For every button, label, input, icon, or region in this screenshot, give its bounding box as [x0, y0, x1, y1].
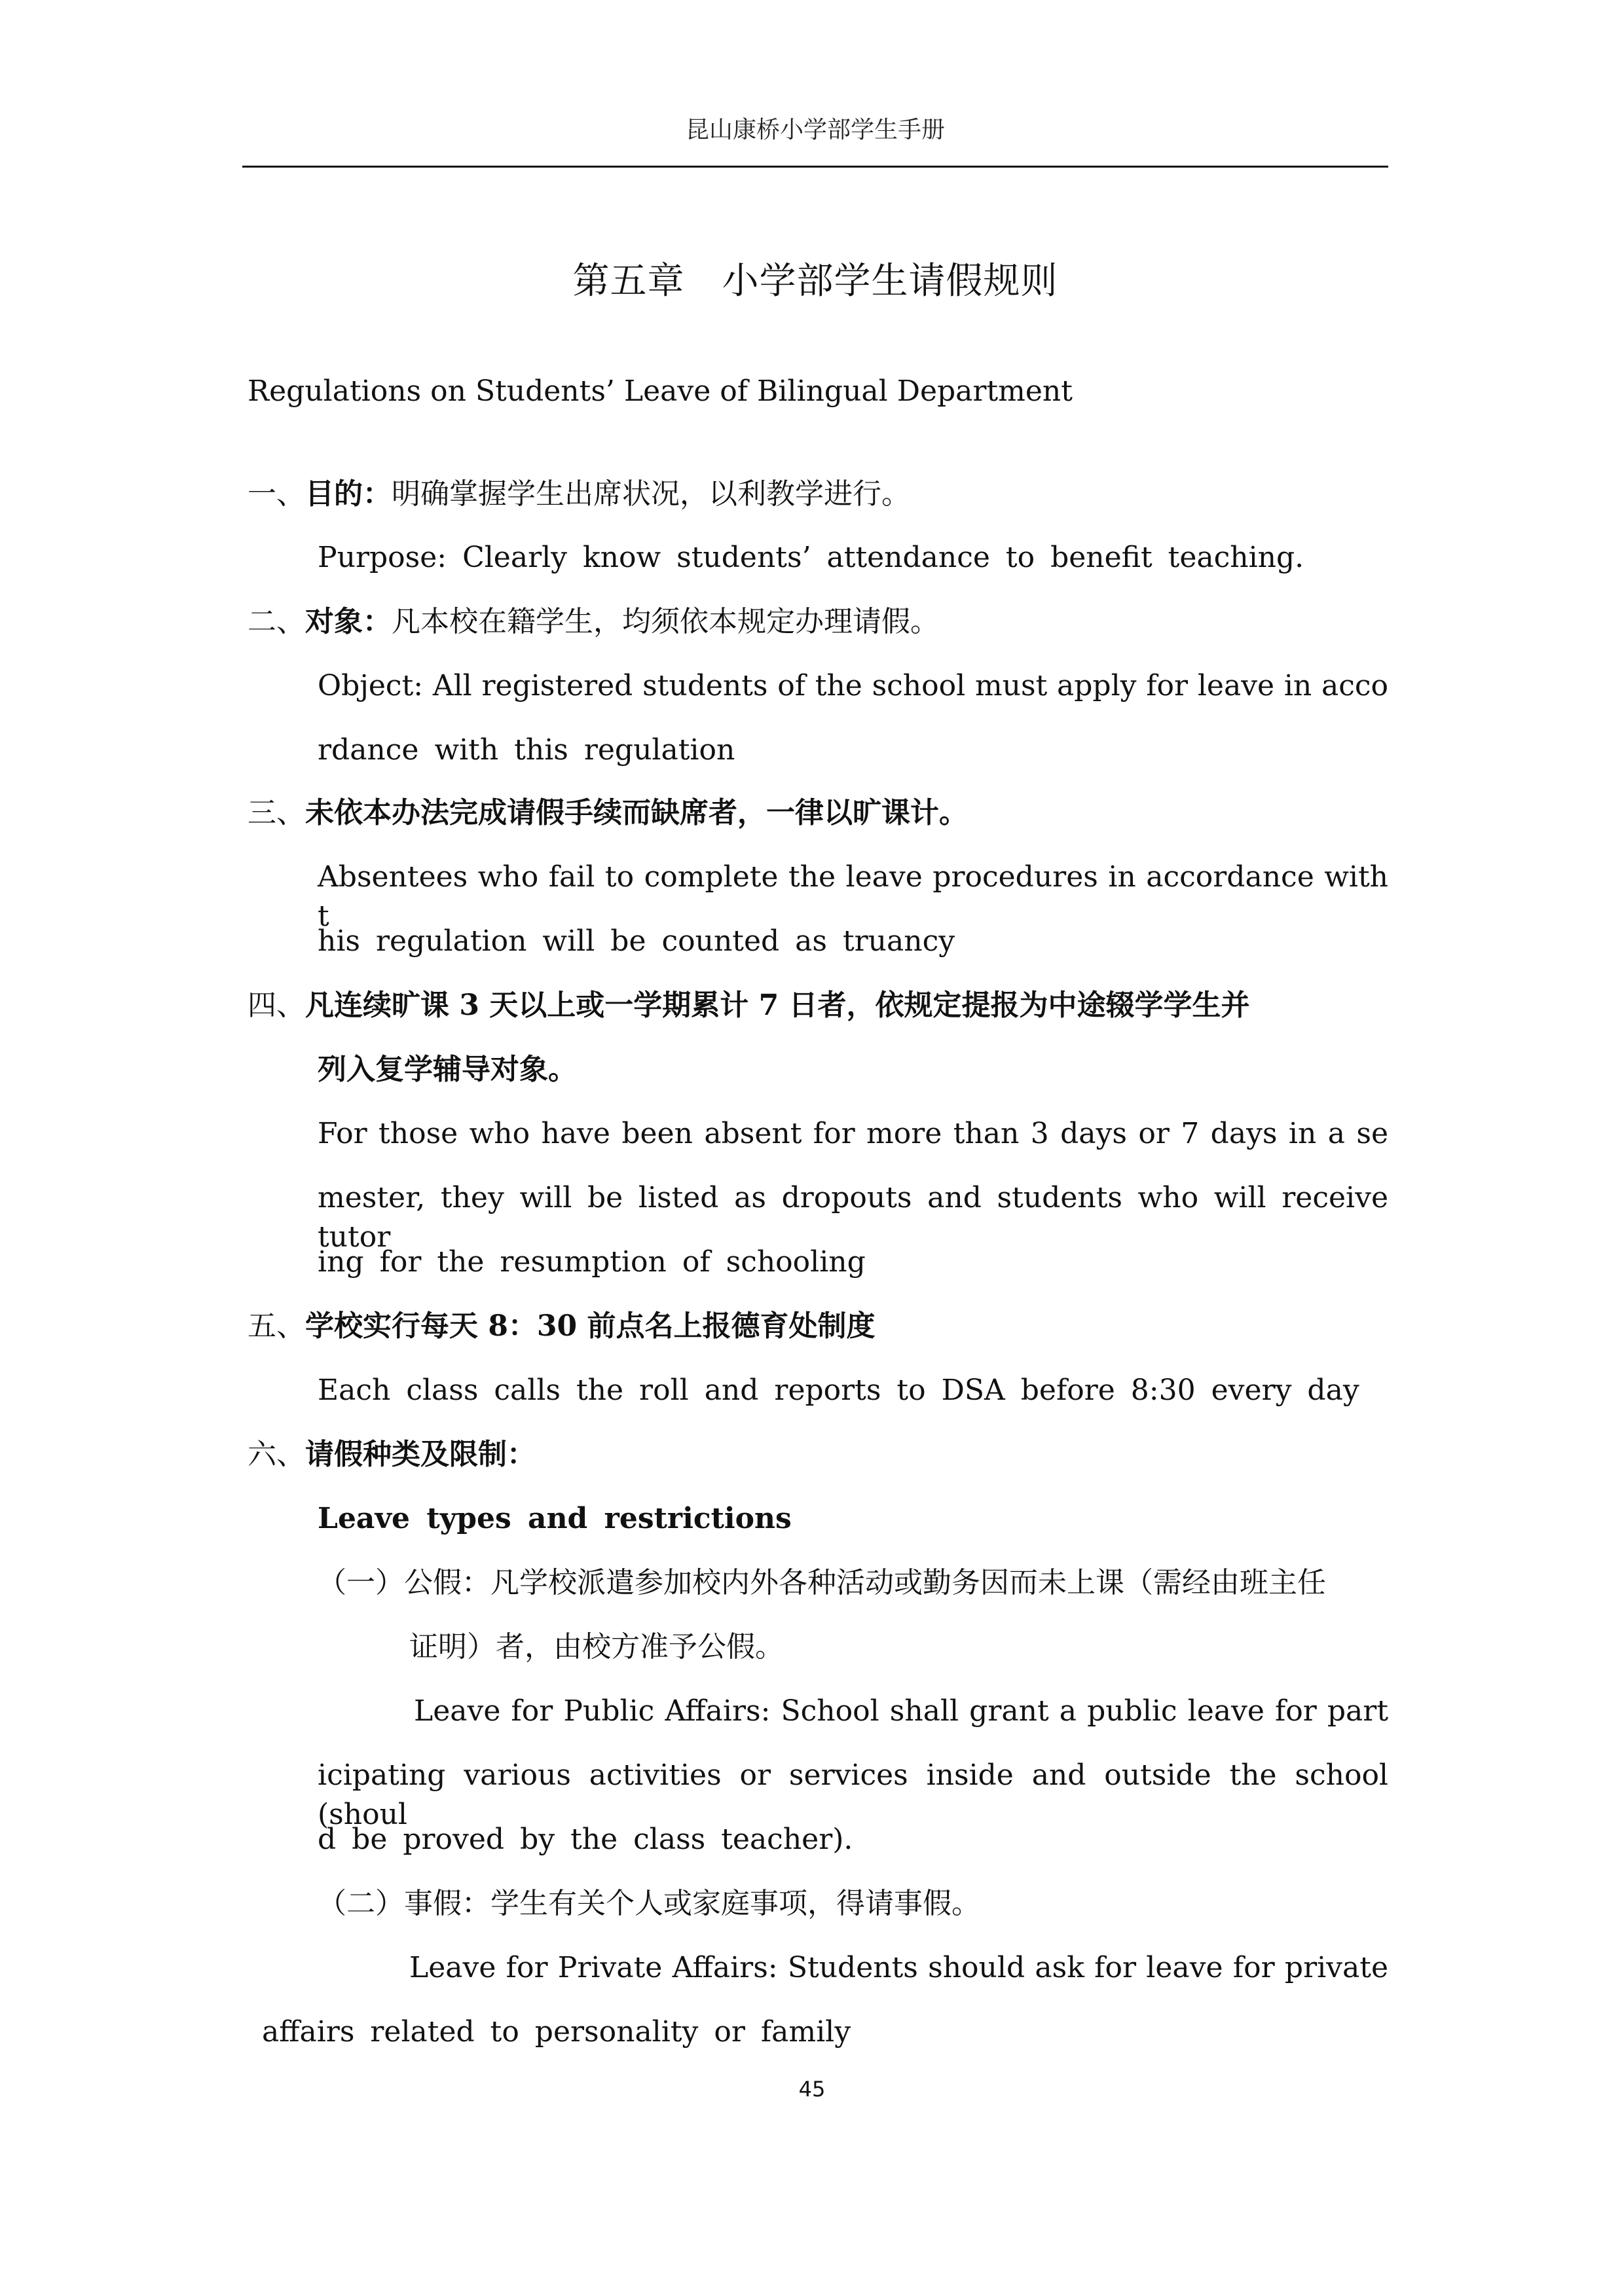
item-1-marker: 一、	[248, 477, 305, 511]
item-5-text: 学校实行每天 8：30 前点名上报德育处制度	[305, 1309, 876, 1343]
item-3-marker: 三、	[248, 796, 305, 829]
item-4-text-line-2: 列入复学辅导对象。	[318, 1053, 577, 1086]
item-3-en-line-1: Absentees who fail to complete the leave procedures in accordance with t	[318, 860, 1388, 933]
item-4-en-line-2: mester, they will be listed as dropouts and students who will receive tutor	[318, 1181, 1388, 1254]
item-5-en: Each class calls the roll and reports to DSA before 8:30 every day	[318, 1374, 1359, 1407]
item-3-en-line-2: his regulation will be counted as truancy	[318, 924, 955, 958]
item-1-en: Purpose: Clearly know students’ attendance to benefit teaching.	[318, 541, 1304, 574]
header-divider	[242, 166, 1388, 168]
sub-item-1-en-line-3: d be proved by the class teacher).	[318, 1823, 853, 1856]
item-6	[248, 1435, 1388, 1474]
sub-item-2-text: 事假：学生有关个人或家庭事项，得请事假。	[404, 1887, 980, 1920]
sub-item-1-en-line-2: icipating various activities or services inside and outside the school (shoul	[318, 1758, 1388, 1831]
sub-item-1-marker: （一）	[318, 1566, 404, 1599]
sub-item-1-text-line-2: 证明）者，由校方准予公假。	[409, 1630, 784, 1664]
item-4	[248, 986, 1388, 1025]
item-4-marker: 四、	[248, 989, 305, 1022]
sub-item-2-en-line-2: affairs related to personality or family	[262, 2015, 851, 2049]
item-3	[248, 793, 1388, 833]
item-4-en-line-1: For those who have been absent for more than 3 days or 7 days in a se	[318, 1117, 1388, 1150]
chapter-title: 第五章 小学部学生请假规则	[572, 260, 1058, 302]
item-4-text-line-1: 凡连续旷课 3 天以上或一学期累计 7 日者，依规定提报为中途辍学学生并	[305, 989, 1250, 1022]
sub-item-1-en-line-1: Leave for Public Affairs: School shall grant a public leave for part	[414, 1694, 1388, 1728]
item-5	[248, 1307, 1388, 1346]
item-6-text: 请假种类及限制：	[305, 1438, 536, 1471]
item-2-label: 对象：	[305, 605, 392, 638]
item-1-label: 目的：	[305, 477, 392, 511]
item-2-marker: 二、	[248, 605, 305, 638]
item-5-marker: 五、	[248, 1309, 305, 1343]
page-number: 45	[798, 2077, 826, 2102]
item-6-en: Leave types and restrictions	[318, 1502, 792, 1535]
sub-item-2	[318, 1884, 1388, 1923]
chapter-subtitle: Regulations on Students’ Leave of Bilingual Department	[248, 374, 1073, 408]
sub-item-2-marker: （二）	[318, 1887, 404, 1920]
item-1-text: 明确掌握学生出席状况，以利教学进行。	[392, 477, 910, 511]
item-2-text: 凡本校在籍学生，均须依本规定办理请假。	[392, 605, 939, 638]
sub-item-1	[318, 1563, 1388, 1603]
item-6-marker: 六、	[248, 1438, 305, 1471]
item-4-en-line-3: ing for the resumption of schooling	[318, 1245, 866, 1279]
sub-item-1-text-line-1: 公假：凡学校派遣参加校内外各种活动或勤务因而未上课（需经由班主任	[404, 1566, 1326, 1599]
item-2-en-line-2: rdance with this regulation	[318, 733, 735, 767]
item-2	[248, 602, 1388, 642]
item-2-en-line-1: Object: All registered students of the school must apply for leave in acco	[318, 669, 1388, 702]
sub-item-2-en-line-1: Leave for Private Affairs: Students should ask for leave for private	[409, 1951, 1388, 1984]
item-3-text: 未依本办法完成请假手续而缺席者，一律以旷课计。	[305, 796, 968, 829]
item-1	[248, 475, 1388, 514]
running-header: 昆山康桥小学部学生手册	[685, 117, 945, 143]
